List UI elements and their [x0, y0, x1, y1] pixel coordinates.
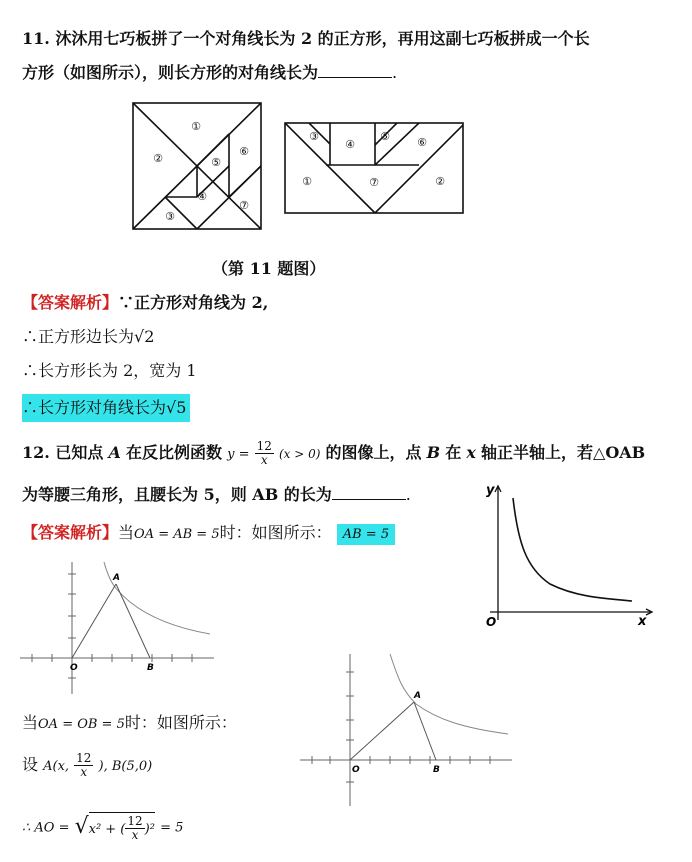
q12-ao-line	[22, 812, 183, 842]
q12-case1-a: 当	[118, 523, 135, 542]
q12-func-den: x	[260, 453, 268, 467]
sq-piece-6: ⑥	[239, 145, 249, 158]
rect-piece-3: ③	[309, 130, 319, 143]
q12-ao-inner-a: x² + (	[88, 822, 126, 837]
q11-step3: ∴长方形长为 2，宽为 1	[22, 361, 197, 380]
q12-case1-line	[22, 522, 395, 546]
q12-line1-a: 12. 已知点	[22, 443, 104, 462]
q12-set-num: 12	[76, 751, 92, 765]
q12-ao-pre: ∴ AO =	[22, 820, 70, 836]
case2-graph	[298, 650, 516, 810]
graph-origin-label: O	[486, 615, 497, 629]
q12-line1	[22, 440, 645, 467]
graph-y-label: y	[486, 483, 495, 498]
q11-step4-highlight	[22, 394, 190, 422]
sq-piece-2: ②	[153, 152, 163, 165]
q12-ao-result: = 5	[160, 820, 184, 836]
q12-line1-b: 在反比例函数	[126, 443, 223, 462]
rect-piece-7: ⑦	[369, 176, 379, 189]
q12-case1-b: 时：如图所示：	[219, 523, 332, 542]
case2-label-o: O	[352, 765, 360, 775]
q12-line1-c: 的图像上，点	[325, 443, 422, 462]
q12-case2-math: OA = OB = 5	[38, 717, 125, 732]
graph-x-label: x	[638, 614, 647, 629]
q12-ao-num: 12	[127, 814, 143, 828]
q12-set-line	[22, 752, 152, 779]
rect-piece-6: ⑥	[417, 136, 427, 149]
sq-piece-1: ①	[191, 120, 201, 133]
q12-line2	[22, 484, 411, 506]
q12-set-post: ), B(5,0)	[98, 759, 153, 774]
q11-step2-val: √2	[134, 327, 155, 346]
q12-func-cond: (x > 0)	[278, 447, 321, 461]
sq-piece-4: ④	[197, 190, 207, 203]
q12-answer-tag: 【答案解析】	[22, 523, 119, 542]
q11-line1: 11. 沐沐用七巧板拼了一个对角线长为 2 的正方形，再用这副七巧板拼成一个长	[22, 29, 590, 48]
q12-line2-text: 为等腰三角形，且腰长为 5，则 AB 的长为	[22, 485, 332, 504]
case2-label-b: B	[433, 765, 440, 775]
q12-period: .	[405, 485, 411, 504]
case1-label-a: A	[113, 573, 120, 583]
q12-axis-x: x	[466, 443, 476, 462]
q12-point-a: A	[108, 443, 121, 462]
q11-caption: （第 11 题图）	[212, 259, 326, 278]
q11-step2-line	[22, 326, 154, 348]
q12-answer-blank	[332, 485, 406, 500]
q12-set-a: 设	[22, 755, 39, 774]
q11-step1: ∵正方形对角线为 2,	[118, 293, 269, 312]
q12-set-fraction	[74, 752, 93, 779]
q12-ao-inner-b: )²	[144, 822, 155, 837]
q11-answer-blank	[318, 63, 392, 78]
q12-func-y: y =	[227, 447, 250, 462]
hyperbola-graph	[478, 480, 656, 630]
q11-step4-val: √5	[166, 398, 187, 417]
q11-line2	[22, 62, 397, 84]
q12-line1-d: 在	[445, 443, 462, 462]
rect-piece-5: ⑤	[380, 130, 390, 143]
rect-piece-1: ①	[302, 175, 312, 188]
q12-ao-fraction	[125, 815, 144, 842]
q12-ao-radicand	[89, 812, 155, 842]
q11-step2: ∴正方形边长为	[22, 327, 135, 346]
sq-piece-7: ⑦	[239, 199, 249, 212]
case2-label-a: A	[414, 691, 421, 701]
q12-func-num: 12	[256, 439, 272, 453]
rect-piece-4: ④	[345, 138, 355, 151]
q12-case1-result: AB = 5	[337, 524, 395, 545]
q12-point-b: B	[426, 443, 441, 462]
sq-piece-5: ⑤	[211, 156, 221, 169]
q12-ao-den: x	[131, 828, 139, 842]
case1-label-b: B	[147, 663, 154, 673]
q12-case2-line	[22, 712, 237, 736]
q11-step4: ∴长方形对角线长为	[22, 398, 167, 417]
q11-period: .	[392, 63, 398, 82]
rect-piece-2: ②	[435, 175, 445, 188]
q12-func-fraction	[255, 440, 274, 467]
q12-line1-e: 轴正半轴上，若△OAB	[481, 443, 646, 462]
q12-case1-math: OA = AB = 5	[134, 527, 220, 542]
q11-answer-tag: 【答案解析】	[22, 293, 119, 312]
sq-piece-3: ③	[165, 210, 175, 223]
tangram-square-figure	[130, 100, 266, 234]
q12-case2-b: 时：如图所示：	[124, 713, 237, 732]
q11-line2-text: 方形（如图所示），则长方形的对角线长为	[22, 63, 319, 82]
q12-set-pre: A(x,	[43, 759, 70, 774]
case1-label-o: O	[70, 663, 78, 673]
q12-case2-a: 当	[22, 713, 39, 732]
q11-answer-line	[22, 292, 268, 314]
q12-ao-radical: √	[74, 814, 89, 839]
tangram-rectangle-figure	[282, 120, 466, 216]
q12-set-den: x	[80, 765, 88, 779]
case1-graph	[18, 558, 218, 698]
